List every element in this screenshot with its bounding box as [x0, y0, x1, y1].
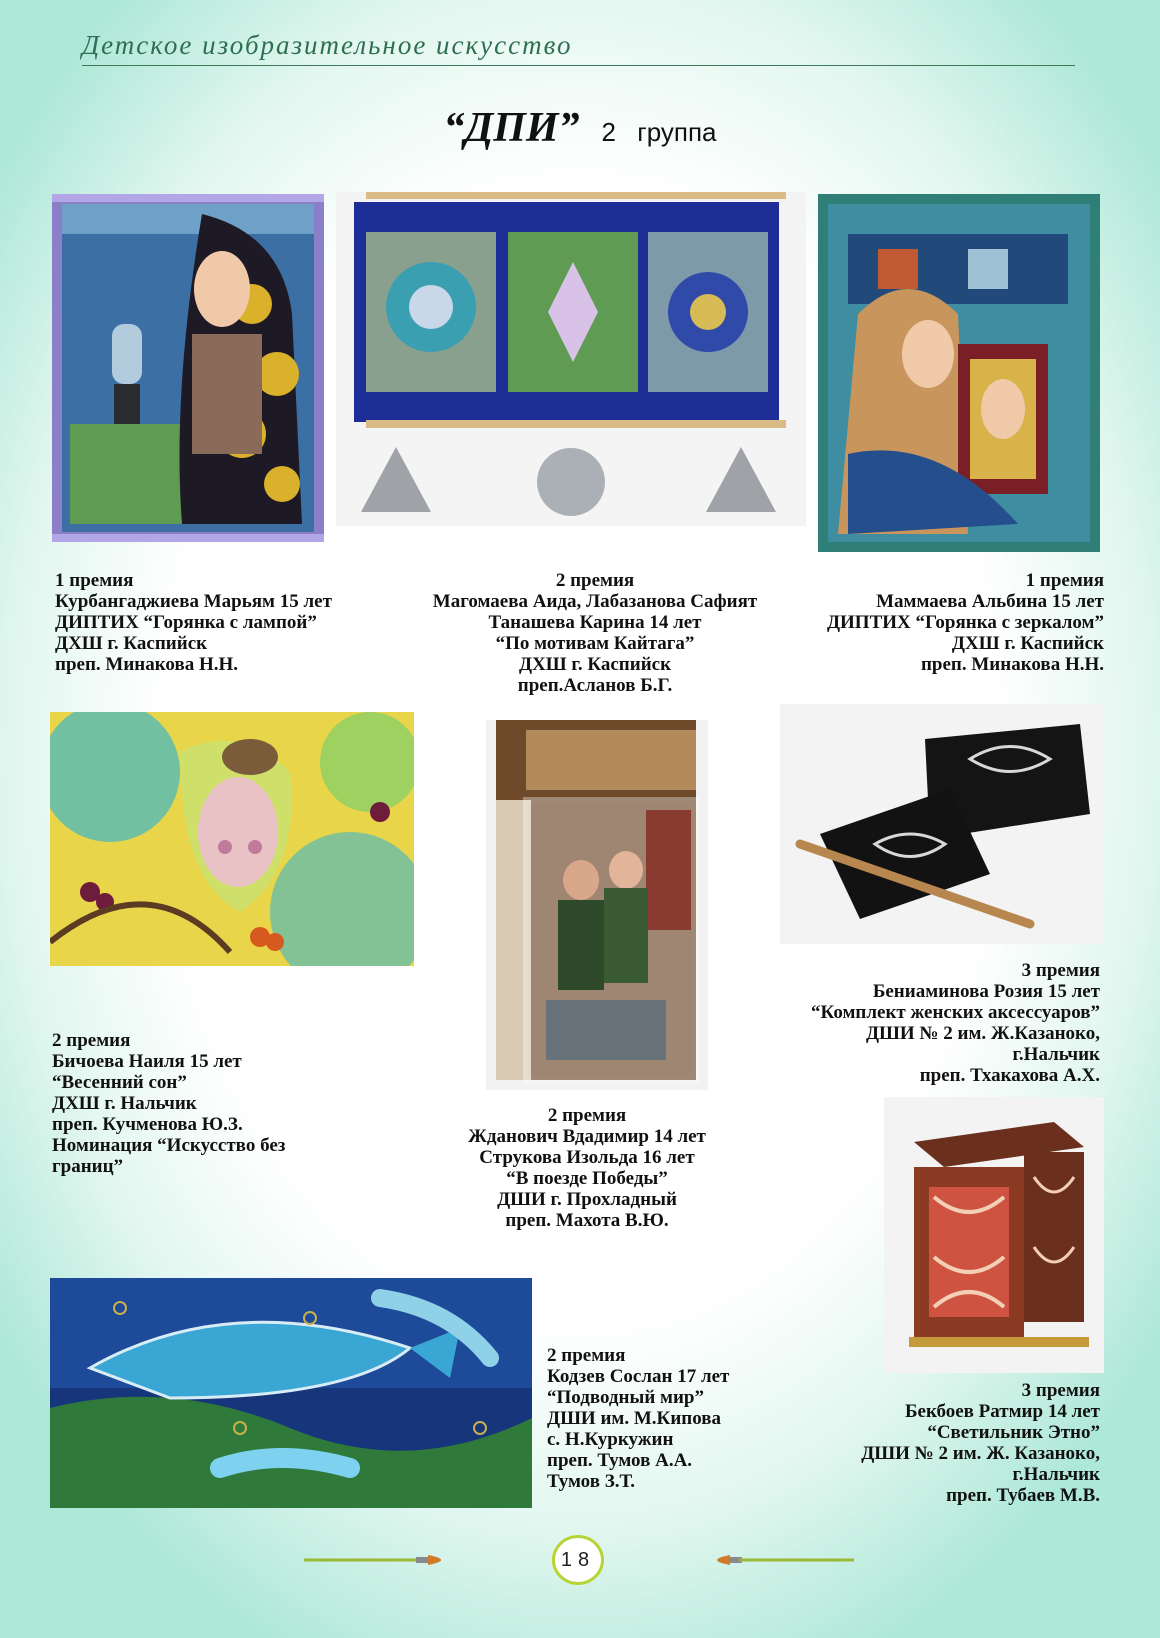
author: Бекбоев Ратмир 14 лет	[905, 1401, 1100, 1422]
caption-embroidered-triptych	[400, 570, 790, 696]
author: Танашева Карина 14 лет	[488, 612, 702, 633]
author: Бениаминова Розия 15 лет	[872, 981, 1100, 1002]
author: Бичоева Наиля 15 лет	[52, 1051, 242, 1072]
teacher: преп. Кучменова Ю.З.	[52, 1114, 243, 1135]
group-label: 2 группа	[601, 117, 717, 147]
award: 1 премия	[1025, 570, 1104, 591]
city: г.Нальчик	[1012, 1464, 1100, 1485]
award: 2 премия	[52, 1030, 131, 1051]
work-title: “В поезде Победы”	[506, 1168, 668, 1189]
running-header: Детское изобразительное искусство	[82, 30, 573, 60]
artwork-embroidered-triptych	[336, 192, 806, 526]
author: Магомаева Аида, Лабазанова Сафият	[432, 591, 758, 612]
teacher: преп.Асланов Б.Г.	[517, 675, 673, 696]
page-number: 18	[552, 1535, 604, 1585]
artwork-underwater-world	[50, 1278, 532, 1508]
teacher: преп. Тумов А.А.	[547, 1450, 693, 1471]
caption-accessories-set	[811, 960, 1100, 1086]
city: с. Н.Куркужин	[547, 1429, 674, 1450]
award: 3 премия	[1021, 960, 1100, 981]
author: Кодзев Сослан 17 лет	[547, 1366, 730, 1387]
artwork-accessories-set	[780, 704, 1104, 944]
paintbrush-right-icon	[694, 1550, 854, 1570]
section-title: “ДПИ”	[443, 105, 580, 151]
work-title: “Весенний сон”	[52, 1072, 187, 1093]
work-title: “Подводный мир”	[547, 1387, 704, 1408]
award: 1 премия	[55, 570, 134, 591]
artwork-ethno-lamp	[884, 1097, 1104, 1373]
work-title: ДИПТИХ “Горянка с зеркалом”	[826, 612, 1104, 633]
school: ДХШ г. Нальчик	[52, 1093, 197, 1114]
teacher: преп. Махота В.Ю.	[505, 1210, 669, 1231]
teacher: преп. Тубаев М.В.	[946, 1485, 1100, 1506]
author: Жданович Вдадимир 14 лет	[468, 1126, 706, 1147]
work-title: “По мотивам Кайтага”	[495, 633, 695, 654]
caption-woman-with-mirror	[827, 570, 1104, 675]
author: Маммаева Альбина 15 лет	[876, 591, 1104, 612]
award: 2 премия	[547, 1345, 626, 1366]
work-title: ДИПТИХ “Горянка с лампой”	[55, 612, 317, 633]
author: Струкова Изольда 16 лет	[479, 1147, 695, 1168]
school: ДШИ № 2 им. Ж.Казаноко,	[865, 1023, 1100, 1044]
author: Курбангаджиева Марьям 15 лет	[55, 591, 332, 612]
city: г.Нальчик	[1012, 1044, 1100, 1065]
award: 2 премия	[555, 570, 635, 591]
teacher: преп. Тхакахова А.Х.	[919, 1065, 1100, 1086]
nomination: Номинация “Искусство без	[52, 1135, 286, 1156]
artwork-victory-train-diorama	[486, 720, 708, 1090]
paintbrush-left-icon	[304, 1550, 464, 1570]
award: 3 премия	[1021, 1380, 1100, 1401]
work-title: “Комплект женских аксессуаров”	[811, 1002, 1100, 1023]
school: ДХШ г. Каспийск	[55, 633, 208, 654]
artwork-spring-dream	[50, 712, 414, 966]
artwork-woman-with-mirror	[818, 194, 1100, 552]
school: ДШИ № 2 им. Ж. Казаноко,	[861, 1443, 1100, 1464]
work-title: “Светильник Этно”	[927, 1422, 1100, 1443]
school: ДХШ г. Каспийск	[518, 654, 672, 675]
artwork-woman-with-lamp	[52, 194, 324, 542]
caption-woman-with-lamp	[55, 570, 332, 675]
school: ДШИ г. Прохладный	[497, 1189, 677, 1210]
nomination: границ”	[52, 1156, 124, 1177]
caption-victory-train-diorama	[420, 1105, 754, 1231]
teacher: преп. Минакова Н.Н.	[55, 654, 239, 675]
teacher: преп. Минакова Н.Н.	[920, 654, 1104, 675]
school: ДХШ г. Каспийск	[951, 633, 1104, 654]
award: 2 премия	[547, 1105, 627, 1126]
caption-spring-dream	[52, 1030, 285, 1177]
caption-underwater-world	[547, 1345, 729, 1492]
caption-ethno-lamp	[861, 1380, 1100, 1506]
header-rule	[82, 65, 1075, 66]
school: ДШИ им. М.Кипова	[547, 1408, 721, 1429]
teacher: Тумов З.Т.	[547, 1471, 636, 1492]
page-title	[0, 104, 1160, 152]
